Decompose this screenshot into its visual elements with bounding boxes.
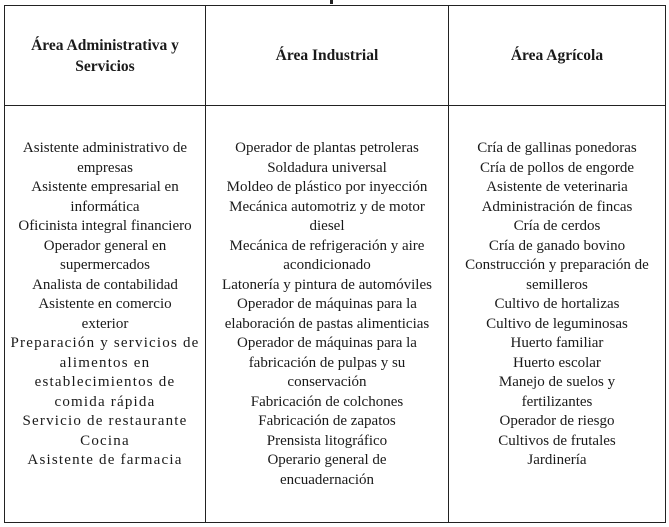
header-administrativa [5,6,206,106]
header-industrial [206,6,449,106]
list-item: Huerto familiar [510,335,604,351]
list-item: Cultivos de frutales [498,432,616,449]
list-item: Preparación y servicios de alimentos en establecimientos de comida rápida [10,335,200,410]
list-item: Operador de riesgo [499,413,615,429]
header-agricola [449,6,666,106]
list-item: Fabricación de zapatos [258,413,396,429]
column-industrial [206,106,449,523]
list-item: Fabricación de colchones [250,393,404,410]
list-item: Cocina [80,432,130,449]
list-item: Asistente de veterinaria [486,179,628,195]
list-item: Analista de contabilidad [32,276,178,293]
header-row [5,6,666,106]
list-item: Cultivo de hortalizas [494,296,620,312]
column-agricola [449,106,666,523]
list-item: Cultivo de leguminosas [486,315,628,332]
page-fragment-mark [330,0,333,4]
column-administrativa [5,106,206,523]
list-item: Administración de fincas [481,198,633,215]
list-item: Operario general de encuadernación [267,452,387,488]
header-industrial-label: Área Industrial [275,47,379,64]
list-item: Prensista litográfico [266,432,388,449]
list-item: Latonería y pintura de automóviles [222,276,432,293]
body-row [5,106,666,523]
list-item: Huerto escolar [513,354,601,371]
list-item: Asistente de farmacia [27,452,183,468]
list-item: Construcción y preparación de semilleros [465,257,649,293]
list-item: Mecánica de refrigeración y aire acondicionado [229,237,425,273]
list-item: Jardinería [527,452,587,468]
header-administrativa-label: Área Administrativa y Servicios [31,36,179,75]
header-agricola-label: Área Agrícola [510,47,604,64]
list-item: Moldeo de plástico por inyección [226,179,428,195]
list-item: Cría de pollos de engorde [479,159,635,176]
list-item: Cría de cerdos [513,218,601,234]
list-item: Asistente empresarial en informática [31,179,179,215]
list-item: Operador de plantas petroleras [235,140,419,156]
list-item: Mecánica automotriz y de motor diesel [229,198,425,234]
list-item: Manejo de suelos y fertilizantes [498,374,616,410]
list-item: Operador de máquinas para la elaboración de pastas alimenticias [224,296,430,332]
list-item: Asistente administrativo de empresas [22,140,188,176]
list-item: Soldadura universal [267,159,387,176]
list-item: Operador general en supermercados [43,237,167,273]
list-item: Cría de ganado bovino [488,237,626,254]
list-item: Cría de gallinas ponedoras [477,140,637,156]
careers-table [4,5,666,523]
list-item: Servicio de restaurante [22,413,188,429]
list-item: Oficinista integral financiero [18,218,192,234]
list-item: Operador de máquinas para la fabricación de pulpas y su conservación [237,335,417,390]
list-item: Asistente en comercio exterior [38,296,172,332]
